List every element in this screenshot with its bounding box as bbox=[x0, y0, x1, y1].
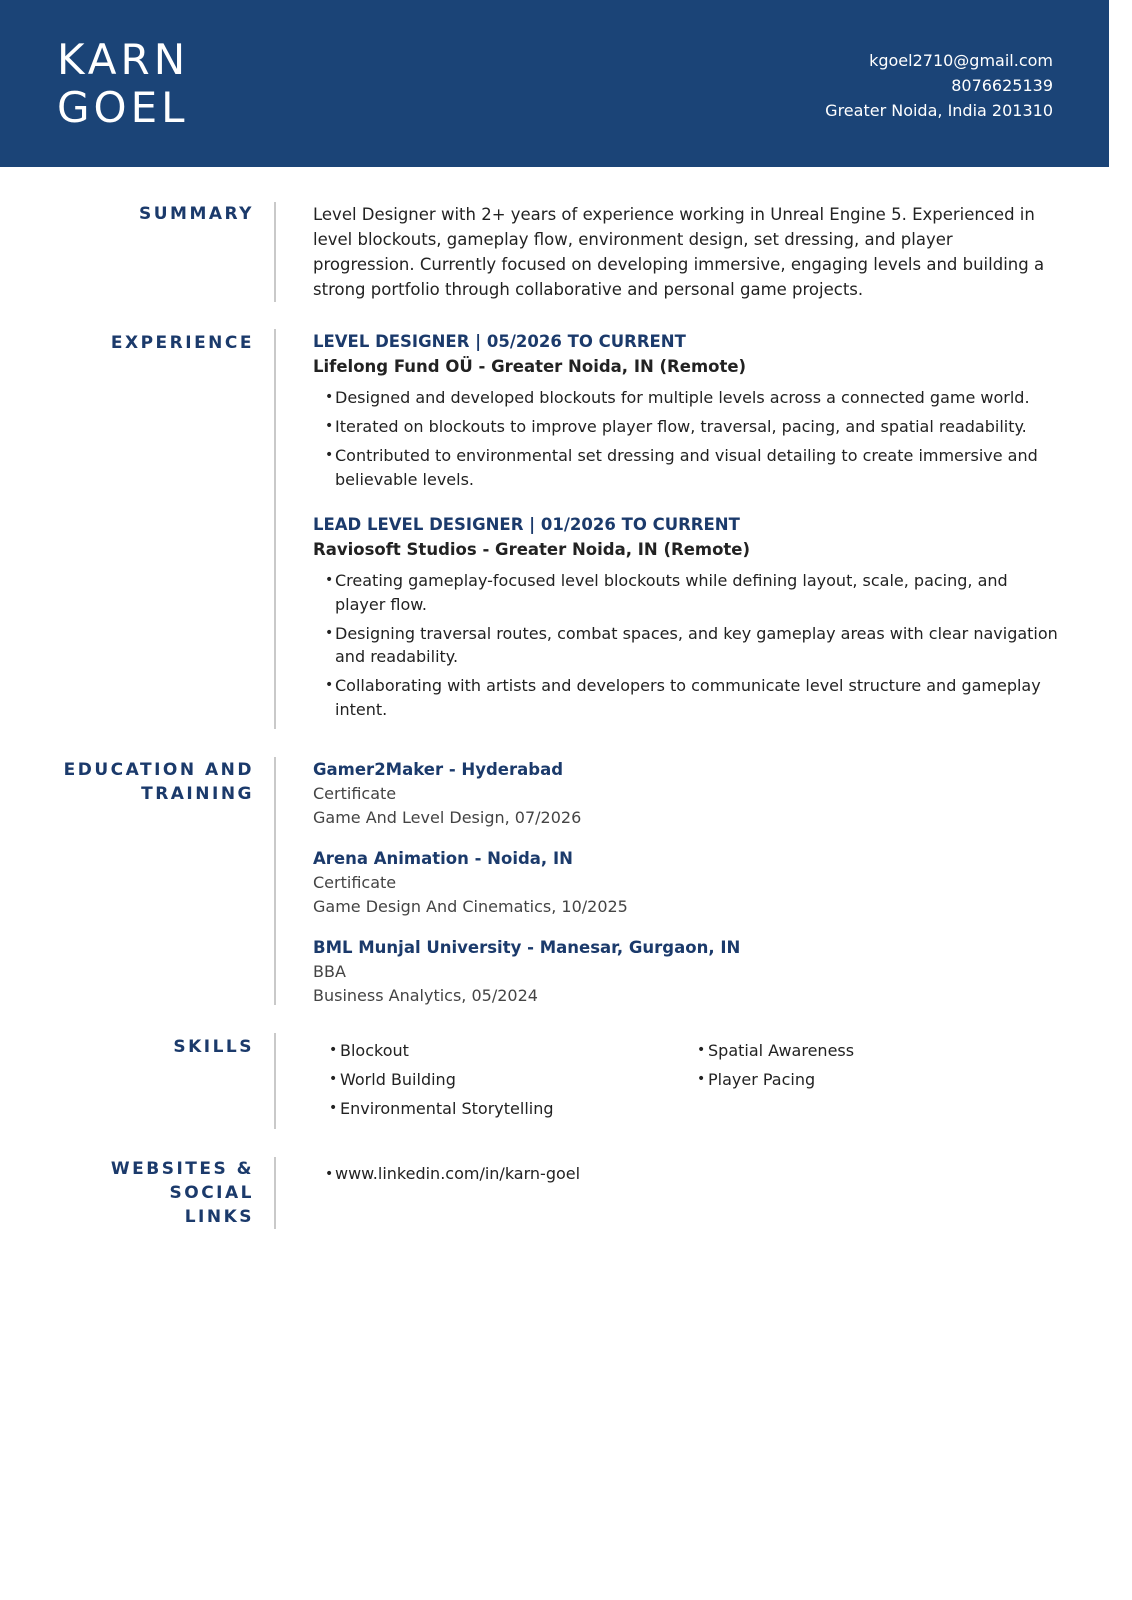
job-bullet: • Collaborating with artists and developers to communicate level structure and gameplay intent. bbox=[313, 674, 1058, 721]
summary-text: Level Designer with 2+ years of experience working in Unreal Engine 5. Experienced in level blockouts, gameplay flow, environment design, set dressing, and player progression. Currently focused on developing immersive, engaging levels and building a strong portfolio through collaborative and personal game projects. bbox=[313, 205, 1045, 299]
job-bullet: • Designing traversal routes, combat spaces, and key gameplay areas with clear navigation and readability. bbox=[313, 622, 1058, 669]
job-title: LEVEL DESIGNER | 05/2026 TO CURRENT bbox=[313, 332, 686, 351]
section-title-experience: EXPERIENCE bbox=[110, 333, 254, 353]
last-name: GOEL bbox=[57, 83, 189, 132]
candidate-name bbox=[57, 36, 189, 132]
degree: Certificate bbox=[313, 873, 397, 892]
section-divider bbox=[274, 202, 276, 302]
skill-item: • Spatial Awareness bbox=[697, 1036, 854, 1065]
summary-section bbox=[0, 202, 1109, 304]
skills-list bbox=[313, 1036, 1058, 1136]
school-name: Gamer2Maker - Hyderabad bbox=[313, 760, 564, 779]
school-name: BML Munjal University - Manesar, Gurgaon, IN bbox=[313, 938, 741, 957]
field-of-study: Game Design And Cinematics, 10/2025 bbox=[313, 897, 628, 916]
job-bullet: • Iterated on blockouts to improve player flow, traversal, pacing, and spatial readability. bbox=[313, 415, 1058, 439]
skill-item: • Player Pacing bbox=[697, 1065, 854, 1094]
section-title-line: SOCIAL bbox=[169, 1183, 254, 1203]
job-entry bbox=[313, 330, 1058, 491]
job-bullet: • Designed and developed blockouts for multiple levels across a connected game world. bbox=[313, 386, 1058, 410]
contact-info bbox=[825, 48, 1053, 123]
section-title-summary: SUMMARY bbox=[138, 204, 254, 224]
job-company: Raviosoft Studios - Greater Noida, IN (Remote) bbox=[313, 540, 751, 559]
skill-item: • Environmental Storytelling bbox=[329, 1094, 554, 1123]
education-section bbox=[0, 757, 1109, 1007]
skill-item: • Blockout bbox=[329, 1036, 554, 1065]
section-title-line: EDUCATION AND bbox=[63, 760, 254, 780]
section-title-line: LINKS bbox=[184, 1207, 254, 1227]
field-of-study: Game And Level Design, 07/2026 bbox=[313, 808, 582, 827]
skills-column-left bbox=[329, 1036, 554, 1123]
resume-header bbox=[0, 0, 1109, 167]
education-entry bbox=[313, 847, 1058, 919]
experience-section bbox=[0, 329, 1109, 731]
skills-column-right bbox=[697, 1036, 854, 1094]
skill-item: • World Building bbox=[329, 1065, 554, 1094]
section-divider bbox=[274, 757, 276, 1005]
section-title-education bbox=[40, 758, 254, 806]
location: Greater Noida, India 201310 bbox=[825, 101, 1053, 120]
email-address[interactable]: kgoel2710@gmail.com bbox=[869, 51, 1053, 70]
section-title-skills: SKILLS bbox=[173, 1037, 254, 1057]
phone-number[interactable]: 8076625139 bbox=[951, 76, 1053, 95]
section-title-line: WEBSITES & bbox=[110, 1159, 254, 1179]
education-entry bbox=[313, 758, 1058, 830]
job-bullet: • Creating gameplay-focused level blockouts while defining layout, scale, pacing, and player flow. bbox=[313, 569, 1058, 616]
section-divider bbox=[274, 329, 276, 729]
section-divider bbox=[274, 1157, 276, 1229]
section-divider bbox=[274, 1033, 276, 1129]
degree: BBA bbox=[313, 962, 346, 981]
job-entry bbox=[313, 513, 1058, 721]
section-title-links bbox=[40, 1157, 254, 1229]
linkedin-link[interactable]: • www.linkedin.com/in/karn-goel bbox=[313, 1162, 1058, 1186]
school-name: Arena Animation - Noida, IN bbox=[313, 849, 573, 868]
links-list bbox=[313, 1162, 1058, 1186]
job-title: LEAD LEVEL DESIGNER | 01/2026 TO CURRENT bbox=[313, 515, 740, 534]
job-company: Lifelong Fund OÜ - Greater Noida, IN (Remote) bbox=[313, 357, 747, 376]
job-bullets bbox=[313, 569, 1058, 721]
skills-section bbox=[0, 1033, 1109, 1131]
first-name: KARN bbox=[57, 35, 190, 84]
field-of-study: Business Analytics, 05/2024 bbox=[313, 986, 538, 1005]
job-bullet: • Contributed to environmental set dressing and visual detailing to create immersive and believable levels. bbox=[313, 444, 1058, 491]
section-title-line: TRAINING bbox=[141, 784, 254, 804]
education-entry bbox=[313, 936, 1058, 1008]
links-section bbox=[0, 1157, 1109, 1231]
degree: Certificate bbox=[313, 784, 397, 803]
job-bullets bbox=[313, 386, 1058, 491]
